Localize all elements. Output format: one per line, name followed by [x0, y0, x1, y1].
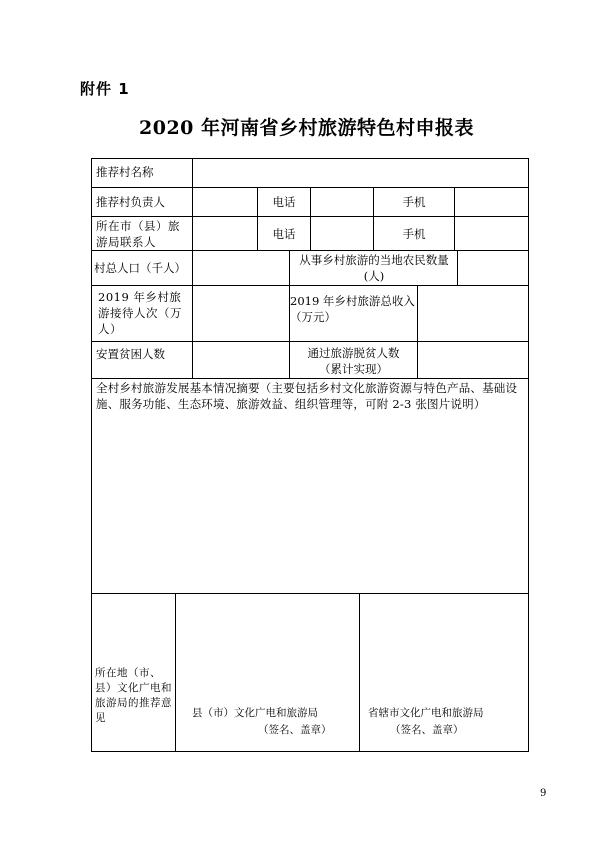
village-head-phone-field[interactable]	[311, 188, 373, 216]
phone-label: 电话	[272, 195, 296, 209]
poor-population-field[interactable]	[193, 342, 289, 378]
poverty-relief-note: （累计实现）	[319, 362, 388, 376]
total-population-field[interactable]	[193, 251, 289, 285]
tourism-farmers-label: 从事乡村旅游的当地农民数量(人)	[299, 253, 449, 283]
county-contact-label: 所在市（县）旅游局联系人	[96, 219, 180, 249]
summary-label: 全村乡村旅游发展基本情况摘要（主要包括乡村文化旅游资源与特色产品、基础设施、服务功能、生态环境、旅游效益、组织管理等，可附 2-3 张图片说明）	[96, 381, 518, 411]
visitors-2019-label: 2019 年乡村旅游接待人次（万人）	[98, 290, 182, 336]
village-name-field[interactable]	[193, 159, 528, 187]
contact-mobile-label: 手机	[402, 227, 426, 241]
contact-mobile-field[interactable]	[455, 217, 528, 250]
page-number: 9	[540, 788, 547, 799]
village-head-field[interactable]	[193, 188, 257, 216]
poor-population-label: 安置贫困人数	[96, 347, 165, 361]
contact-phone-label: 电话	[272, 227, 296, 241]
county-opinion-area[interactable]	[176, 594, 359, 751]
recommendation-label: 所在地（市、县）文化广电和旅游局的推荐意见	[95, 667, 172, 724]
village-head-mobile-field[interactable]	[455, 188, 528, 216]
summary-field[interactable]	[92, 415, 528, 593]
poverty-relief-label	[290, 345, 417, 377]
table-line	[289, 250, 290, 285]
revenue-2019-field[interactable]	[418, 286, 528, 341]
poverty-relief-title: 通过旅游脱贫人数	[307, 346, 400, 360]
tourism-farmers-field[interactable]	[458, 251, 528, 285]
county-bureau-label: 县（市）文化广电和旅游局	[192, 707, 318, 719]
village-name-label: 推荐村名称	[96, 165, 154, 179]
village-head-label: 推荐村负责人	[96, 195, 165, 209]
mobile-label: 手机	[402, 195, 426, 209]
attachment-label: 附件 1	[80, 80, 130, 98]
visitors-2019-field[interactable]	[193, 286, 289, 341]
total-population-label: 村总人口（千人）	[94, 261, 186, 275]
contact-phone-field[interactable]	[311, 217, 373, 250]
province-sign-label: （签名、盖章）	[390, 724, 464, 736]
table-line	[91, 751, 529, 752]
table-line	[91, 378, 529, 379]
table-line	[528, 158, 529, 752]
revenue-2019-label: 2019 年乡村旅游总收入（万元）	[290, 294, 415, 324]
poverty-relief-field[interactable]	[418, 342, 528, 378]
county-sign-label: （签名、盖章）	[258, 724, 332, 736]
form-title: 2020 年河南省乡村旅游特色村申报表	[139, 117, 474, 139]
county-contact-field[interactable]	[193, 217, 257, 250]
province-bureau-label: 省辖市文化广电和旅游局	[368, 707, 484, 719]
province-opinion-area[interactable]	[360, 594, 528, 751]
